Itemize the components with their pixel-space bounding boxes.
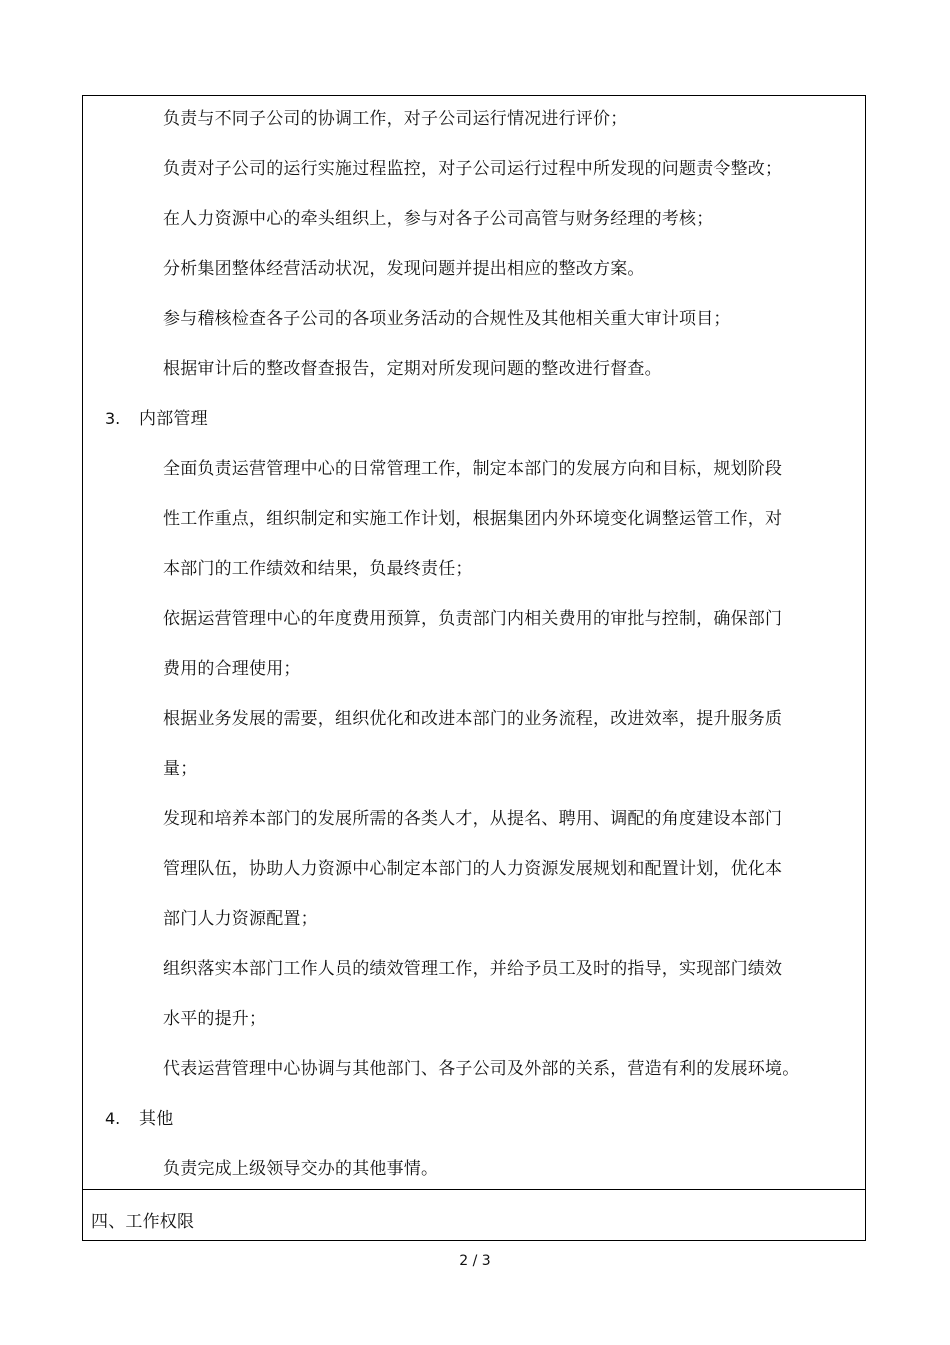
next-section-title: 四、工作权限 xyxy=(91,1212,195,1232)
paragraph-line: 代表运营管理中心协调与其他部门、各子公司及外部的关系，营造有利的发展环境。 xyxy=(163,1059,800,1079)
section-number: 4. xyxy=(105,1109,121,1128)
paragraph-line: 全面负责运营管理中心的日常管理工作，制定本部门的发展方向和目标，规划阶段 xyxy=(163,459,783,479)
paragraph-line: 量； xyxy=(163,759,198,779)
paragraph-line: 参与稽核检查各子公司的各项业务活动的合规性及其他相关重大审计项目； xyxy=(163,309,731,329)
table-row-divider xyxy=(82,1189,866,1190)
paragraph-line: 费用的合理使用； xyxy=(163,659,301,679)
paragraph-line: 根据审计后的整改督查报告，定期对所发现问题的整改进行督查。 xyxy=(163,359,662,379)
paragraph-line: 分析集团整体经营活动状况，发现问题并提出相应的整改方案。 xyxy=(163,259,645,279)
page-number: 2 / 3 xyxy=(459,1253,491,1269)
paragraph-line: 依据运营管理中心的年度费用预算，负责部门内相关费用的审批与控制，确保部门 xyxy=(163,609,783,629)
paragraph-line: 负责完成上级领导交办的其他事情。 xyxy=(163,1159,439,1179)
paragraph-line: 性工作重点，组织制定和实施工作计划，根据集团内外环境变化调整运管工作，对 xyxy=(163,509,783,529)
section-heading: 其他 xyxy=(139,1109,174,1129)
paragraph-line: 负责与不同子公司的协调工作，对子公司运行情况进行评价； xyxy=(163,109,628,129)
paragraph-line: 根据业务发展的需要，组织优化和改进本部门的业务流程，改进效率，提升服务质 xyxy=(163,709,783,729)
section-number: 3. xyxy=(105,409,121,428)
paragraph-line: 水平的提升； xyxy=(163,1009,267,1029)
section-heading: 内部管理 xyxy=(139,409,208,429)
paragraph-line: 在人力资源中心的牵头组织上，参与对各子公司高管与财务经理的考核； xyxy=(163,209,714,229)
paragraph-line: 管理队伍，协助人力资源中心制定本部门的人力资源发展规划和配置计划，优化本 xyxy=(163,859,783,879)
paragraph-line: 本部门的工作绩效和结果，负最终责任； xyxy=(163,559,473,579)
paragraph-line: 部门人力资源配置； xyxy=(163,909,318,929)
paragraph-line: 组织落实本部门工作人员的绩效管理工作，并给予员工及时的指导，实现部门绩效 xyxy=(163,959,783,979)
paragraph-line: 发现和培养本部门的发展所需的各类人才，从提名、聘用、调配的角度建设本部门 xyxy=(163,809,783,829)
paragraph-line: 负责对子公司的运行实施过程监控，对子公司运行过程中所发现的问题责令整改； xyxy=(163,159,783,179)
